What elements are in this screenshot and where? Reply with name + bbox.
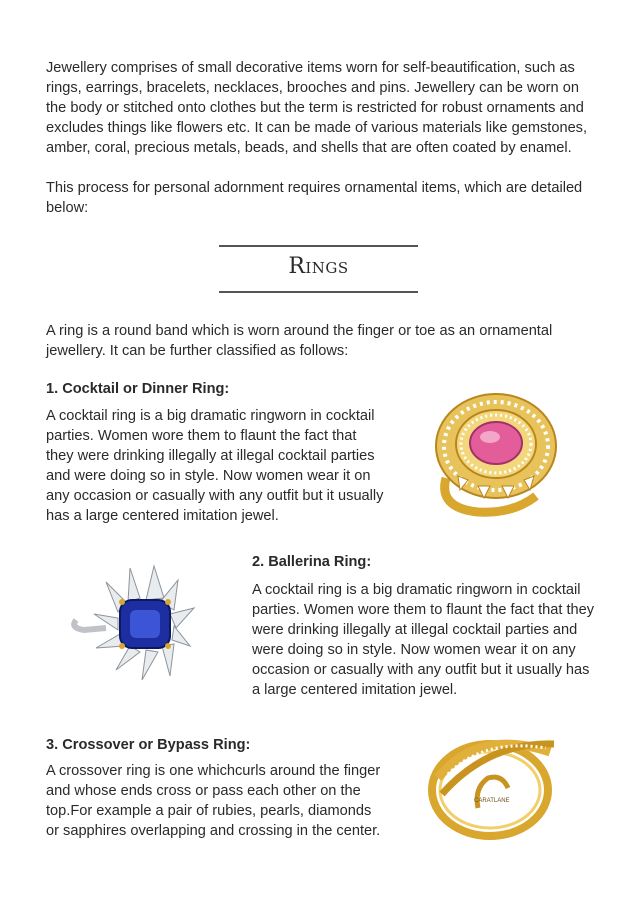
ring-text-cocktail: A cocktail ring is a big dramatic ringworn in cocktail parties. Women wore them to flaunt the fact that they were drinking illegally at illegal cocktail parties and were doing so in style. Now women wear it on any occasion or casually with any outfit but it usually has a large centered imitation jewel.	[46, 408, 384, 524]
ring-heading-ballerina: 2. Ballerina Ring:	[252, 554, 372, 570]
ring-heading-cocktail: 1. Cocktail or Dinner Ring:	[46, 381, 230, 397]
ring-text-ballerina: A cocktail ring is a big dramatic ringworn in cocktail parties. Women wore them to flaunt the fact that they were drinking illegally at illegal cocktail parties and were doing so in style. Now women wear it on any occasion or casually with any outfit but it usually has a large centered imitation jewel.	[252, 582, 595, 698]
section-title: Rings	[288, 254, 349, 279]
pink-gem-ring-icon	[418, 388, 568, 518]
ring-text-crossover: A crossover ring is one whichcurls around the finger and whose ends cross or pass each other on the top.For example a pair of rubies, pearls, diamonds or sapphires overlapping and crossing in the center.	[46, 763, 381, 839]
ring-heading-crossover: 3. Crossover or Bypass Ring:	[46, 737, 251, 753]
title-rule-top	[219, 245, 418, 247]
title-rule-bottom	[219, 291, 418, 293]
intro-paragraph-2: This process for personal adornment requires ornamental items, which are detailed below:	[46, 180, 583, 216]
crossover-ring-icon	[418, 718, 568, 843]
intro-paragraph: Jewellery comprises of small decorative items worn for self-beautification, such as rings, earrings, bracelets, necklaces, brooches and pins. Jewellery can be worn on the body or stitched onto clothes but the term is restricted for robust ornaments and excludes things like flowers etc. It can be made of various materials like gemstones, amber, coral, precious metals, beads, and shells that are often coated by enamel.	[46, 60, 588, 156]
ring-brand-label: CARATLANE	[474, 798, 510, 804]
sapphire-ballerina-ring-icon	[66, 558, 206, 688]
section-intro: A ring is a round band which is worn around the finger or toe as an ornamental jewellery. It can be further classified as follows:	[46, 323, 553, 359]
